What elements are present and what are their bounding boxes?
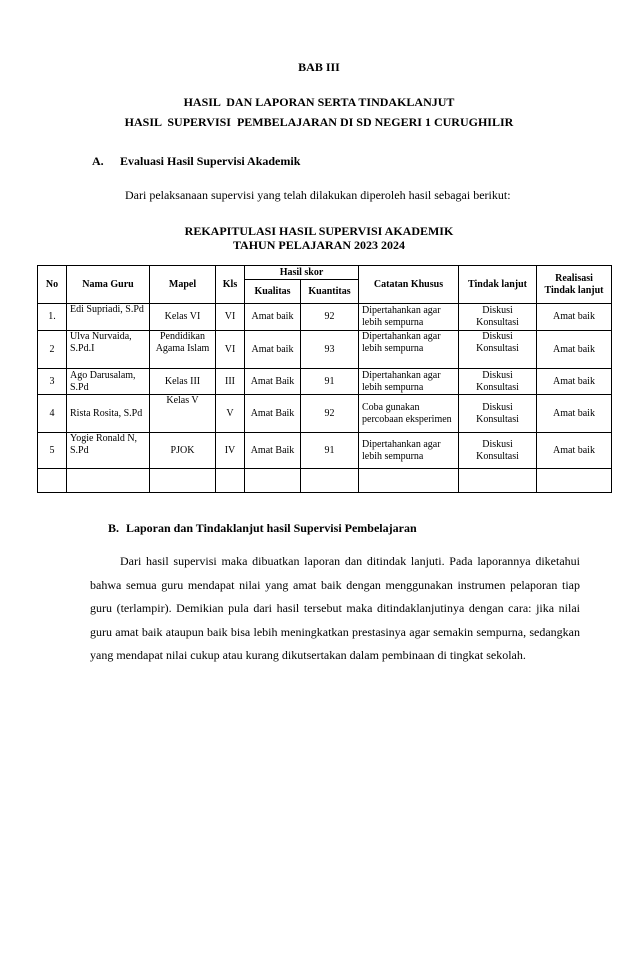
cell-no: 3 <box>38 369 67 395</box>
cell-catatan: Dipertahankan agar lebih sempurna <box>359 369 459 395</box>
section-a-intro: Dari pelaksanaan supervisi yang telah dilakukan diperoleh hasil sebagai berikut: <box>125 188 511 202</box>
empty-cell <box>150 469 216 493</box>
cell-mapel: PJOK <box>150 433 216 469</box>
header-nama-guru: Nama Guru <box>67 266 150 304</box>
cell-kuantitas: 92 <box>301 395 359 433</box>
empty-cell <box>537 469 612 493</box>
chapter-heading: BAB III <box>298 60 340 74</box>
cell-kls: VI <box>216 304 245 331</box>
table-title-line-2: TAHUN PELAJARAN 2023 2024 <box>232 238 406 252</box>
cell-kualitas: Amat Baik <box>245 369 301 395</box>
cell-nama: Rista Rosita, S.Pd <box>67 395 150 433</box>
cell-kuantitas: 92 <box>301 304 359 331</box>
empty-cell <box>359 469 459 493</box>
cell-realisasi: Amat baik <box>537 395 612 433</box>
cell-kualitas: Amat Baik <box>245 395 301 433</box>
title-line-1: HASIL DAN LAPORAN SERTA TINDAKLANJUT <box>183 95 455 109</box>
header-kualitas: Kualitas <box>245 280 301 304</box>
cell-no: 2 <box>38 331 67 369</box>
cell-realisasi: Amat baik <box>537 369 612 395</box>
empty-cell <box>67 469 150 493</box>
section-a-title: Evaluasi Hasil Supervisi Akademik <box>120 154 301 168</box>
table-row <box>38 304 612 331</box>
header-no: No <box>38 266 67 304</box>
cell-catatan: Dipertahankan agar lebih sempurna <box>359 304 459 331</box>
empty-cell <box>38 469 67 493</box>
table-row <box>38 395 612 433</box>
empty-cell <box>459 469 537 493</box>
cell-tindak: Diskusi Konsultasi <box>459 331 537 369</box>
cell-nama: Ago Darusalam, S.Pd <box>67 369 150 395</box>
cell-kualitas: Amat baik <box>245 331 301 369</box>
recap-table <box>37 265 612 493</box>
header-realisasi: Realisasi Tindak lanjut <box>537 266 612 304</box>
section-b-heading <box>108 521 417 536</box>
cell-no: 1. <box>38 304 67 331</box>
cell-mapel: Pendidikan Agama Islam <box>150 331 216 369</box>
header-mapel: Mapel <box>150 266 216 304</box>
cell-tindak: Diskusi Konsultasi <box>459 304 537 331</box>
cell-nama: Edi Supriadi, S.Pd <box>67 304 150 331</box>
cell-kls: V <box>216 395 245 433</box>
cell-no: 5 <box>38 433 67 469</box>
header-kls: Kls <box>216 266 245 304</box>
cell-kuantitas: 91 <box>301 433 359 469</box>
cell-mapel: Kelas V <box>150 395 216 433</box>
table-row <box>38 369 612 395</box>
cell-tindak: Diskusi Konsultasi <box>459 395 537 433</box>
section-b-paragraph: Dari hasil supervisi maka dibuatkan laporan dan ditindak lanjuti. Pada laporannya diketahui bahwa semua guru mendapat nilai yang amat baik dengan menggunakan instrumen pelaporan tiap guru (terlampir). Demikian pula dari hasil tersebut maka ditindaklanjutinya dengan cara: jika nilai guru amat baik ataupun baik bisa lebih meningkatkan prestasinya agar semakin sempurna, sedangkan yang mendapat nilai cukup atau kurang dikutsertakan dalam pembinaan di tingkat sekolah. <box>90 554 580 662</box>
empty-cell <box>216 469 245 493</box>
table-row-empty <box>38 469 612 493</box>
cell-catatan: Dipertahankan agar lebih sempurna <box>359 433 459 469</box>
cell-mapel: Kelas III <box>150 369 216 395</box>
cell-catatan: Dipertahankan agar lebih sempurna <box>359 331 459 369</box>
cell-tindak: Diskusi Konsultasi <box>459 433 537 469</box>
header-tindak-lanjut: Tindak lanjut <box>459 266 537 304</box>
cell-realisasi: Amat baik <box>537 331 612 369</box>
cell-realisasi: Amat baik <box>537 433 612 469</box>
cell-kuantitas: 93 <box>301 331 359 369</box>
cell-mapel: Kelas VI <box>150 304 216 331</box>
section-b-number: B. <box>108 521 120 535</box>
section-b-title: Laporan dan Tindaklanjut hasil Supervisi Pembelajaran <box>126 521 417 535</box>
cell-kls: VI <box>216 331 245 369</box>
empty-cell <box>245 469 301 493</box>
title-line-2: HASIL SUPERVISI PEMBELAJARAN DI SD NEGERI 1 CURUGHILIR <box>124 115 514 129</box>
cell-nama: Yogie Ronald N, S.Pd <box>67 433 150 469</box>
cell-nama: Ulva Nurvaida, S.Pd.I <box>67 331 150 369</box>
cell-kls: III <box>216 369 245 395</box>
header-catatan: Catatan Khusus <box>359 266 459 304</box>
cell-no: 4 <box>38 395 67 433</box>
empty-cell <box>301 469 359 493</box>
cell-kualitas: Amat baik <box>245 304 301 331</box>
table-title-line-1: REKAPITULASI HASIL SUPERVISI AKADEMIK <box>184 224 454 238</box>
cell-kualitas: Amat Baik <box>245 433 301 469</box>
cell-tindak: Diskusi Konsultasi <box>459 369 537 395</box>
cell-realisasi: Amat baik <box>537 304 612 331</box>
header-hasil-skor: Hasil skor <box>245 266 359 280</box>
table-row <box>38 331 612 369</box>
header-kuantitas: Kuantitas <box>301 280 359 304</box>
section-a-number: A. <box>92 154 104 168</box>
cell-catatan: Coba gunakan percobaan eksperimen <box>359 395 459 433</box>
cell-kuantitas: 91 <box>301 369 359 395</box>
section-a-heading <box>92 154 300 169</box>
table-row <box>38 433 612 469</box>
cell-kls: IV <box>216 433 245 469</box>
